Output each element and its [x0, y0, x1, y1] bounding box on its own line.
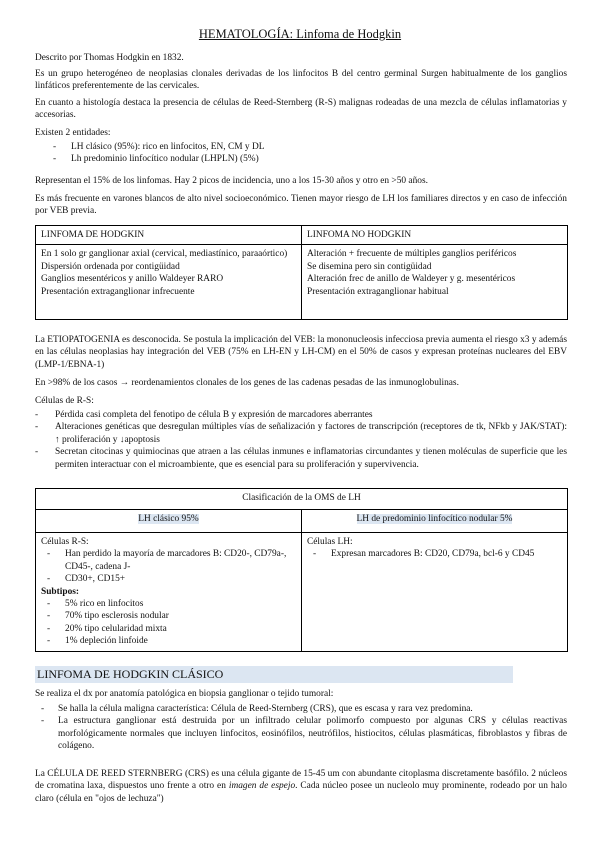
list-item: - LH clásico (95%): rico en linfocitos, EN, CM y DL — [71, 141, 567, 153]
table-line: Se disemina pero sin contigüidad — [307, 261, 432, 272]
cells-label: Células LH: — [307, 537, 353, 547]
subtypes-label: Subtipos: — [41, 586, 80, 597]
list-item: - Expresan marcadores B: CD20, CD79a, bcl-6 y CD45 — [331, 548, 562, 560]
header-text: LH de predominio linfocítico nodular 5% — [356, 514, 513, 524]
table-header-classic — [36, 510, 302, 533]
paragraph-history: Descrito por Thomas Hodgkin en 1832. — [35, 53, 184, 63]
paragraph-etiopathogenesis: La ETIOPATOGENIA es desconocida. Se postula la implicación del VEB: la mononucleosis infecciosa previa aumenta el riesgo x3 y además en las células neoplasias hay integración del VEB (75% en LH-EN y LH-CM) en el 50% de casos y expresan proteínas nucleares del EBV (LMP-1/EBNA-1) — [35, 335, 567, 370]
paragraph-rs-cell-description — [35, 768, 567, 805]
entities-list — [35, 141, 567, 166]
cells-label: Células R-S: — [41, 537, 89, 547]
paragraph-epidemiology: Representan el 15% de los linfomas. Hay 2 picos de incidencia, uno a los 15-30 años y otro en >50 años. — [35, 176, 428, 186]
table-line: Dispersión ordenada por contigüidad — [41, 261, 180, 272]
section-title: LINFOMA DE HODGKIN CLÁSICO — [35, 666, 513, 683]
table-line: Alteración + frecuente de múltiples ganglios periféricos — [307, 249, 517, 260]
list-item: - 5% rico en linfocitos — [65, 598, 296, 610]
table-line: Ganglios mesentéricos y anillo Waldeyer RARO — [41, 274, 224, 285]
paragraph-entities-intro: Existen 2 entidades: — [35, 128, 111, 138]
paragraph-diagnosis: Se realiza el dx por anatomía patológica en biopsia ganglionar o tejido tumoral: — [35, 689, 334, 699]
table-header-nodular — [302, 510, 568, 533]
diagnosis-list — [35, 703, 567, 753]
table-line: Presentación extraganglionar habitual — [307, 286, 449, 297]
table-line: En 1 solo gr ganglionar axial (cervical, mediastínico, paraaórtico) — [41, 249, 288, 260]
list-item: - Alteraciones genéticas que desregulan múltiples vías de señalización y factores de transcripción (receptores de tk, NFkb y JAK/STAT): ↑ proliferación y ↓apoptosis — [55, 421, 567, 446]
comparison-table — [35, 225, 568, 320]
table-line: Presentación extraganglionar infrecuente — [41, 286, 195, 297]
list-item: - Secretan citocinas y quimiocinas que atraen a las células inmunes e inflamatorias circundantes y tienen moléculas de superficie que les permiten interactuar con el microambiente, que es esencial para su proliferación y supervivencia. — [55, 446, 567, 471]
list-item: - Han perdido la mayoría de marcadores B: CD20-, CD79a-, CD45-, cadena J- — [65, 548, 296, 573]
list-item: - La estructura ganglionar está destruida por un infiltrado celular polimorfo compuesto por algunas CRS y células reactivas morfológicamente normales que incluyen linfocitos, eosinófilos, neutrófilos, histiocitos, células plasmáticas, fibroblastos y fibras de colágeno. — [58, 715, 567, 752]
paragraph-rs-cells-title: Células de R-S: — [35, 396, 94, 406]
table-cell-nodular — [302, 533, 568, 652]
nodular-markers-list — [307, 548, 562, 560]
text-run: La CÉLULA DE REED STERNBERG (CRS) es una célula gigante de 15-45 um con abundante citoplasma discretamente basófilo. 2 núcleos de cromatina laxa, dispuestos uno frente a otro en — [35, 769, 567, 792]
text-run-italic: imagen de espejo — [228, 781, 296, 792]
list-item: - 1% depleción linfoide — [65, 635, 296, 647]
who-classification-table — [35, 488, 568, 652]
table-header-hodgkin: LINFOMA DE HODGKIN — [36, 226, 302, 245]
table-cell-non-hodgkin — [302, 245, 568, 320]
table-cell-hodgkin — [36, 245, 302, 320]
text-run: . Cada núcleo posee un nucleolo muy prominente, rodeado por un halo claro (célula en "ojos de lechuza") — [35, 781, 567, 804]
list-item: - CD30+, CD15+ — [65, 573, 296, 585]
list-item: - Lh predominio linfocítico nodular (LHPLN) (5%) — [71, 153, 567, 165]
list-item: - 70% tipo esclerosis nodular — [65, 610, 296, 622]
header-text: LH clásico 95% — [138, 514, 199, 524]
table-header-non-hodgkin: LINFOMA NO HODGKIN — [302, 226, 568, 245]
rs-cells-list — [35, 409, 567, 471]
table-title: Clasificación de la OMS de LH — [36, 489, 568, 510]
subtypes-list — [41, 598, 296, 648]
document-title: HEMATOLOGÍA: Linfoma de Hodgkin — [198, 27, 402, 41]
paragraph-rearrangements: En >98% de los casos → reordenamientos clonales de los genes de las cadenas pesadas de las inmunoglobulinas. — [35, 378, 459, 388]
paragraph-definition: Es un grupo heterogéneo de neoplasias clonales derivadas de los linfocitos B del centro germinal Surgen habitualmente de los ganglios linfáticos preferentemente de las cervicales. — [35, 69, 567, 92]
list-item: - 20% tipo celularidad mixta — [65, 623, 296, 635]
list-item: - Pérdida casi completa del fenotipo de célula B y expresión de marcadores aberrantes — [55, 409, 567, 421]
list-item: - Se halla la célula maligna característica: Célula de Reed-Sternberg (CRS), que es escasa y rara vez predomina. — [58, 703, 567, 715]
paragraph-risk: Es más frecuente en varones blancos de alto nivel socioeconómico. Tienen mayor riesgo de LH los familiares directos y en caso de infección por VEB previa. — [35, 194, 567, 217]
classic-markers-list — [41, 548, 296, 585]
table-line: Alteración frec de anillo de Waldeyer y g. mesentéricos — [307, 274, 516, 285]
paragraph-histology: En cuanto a histología destaca la presencia de células de Reed-Sternberg (R-S) malignas rodeadas de una mezcla de células inflamatorias y accesorias. — [35, 98, 567, 121]
table-cell-classic — [36, 533, 302, 652]
